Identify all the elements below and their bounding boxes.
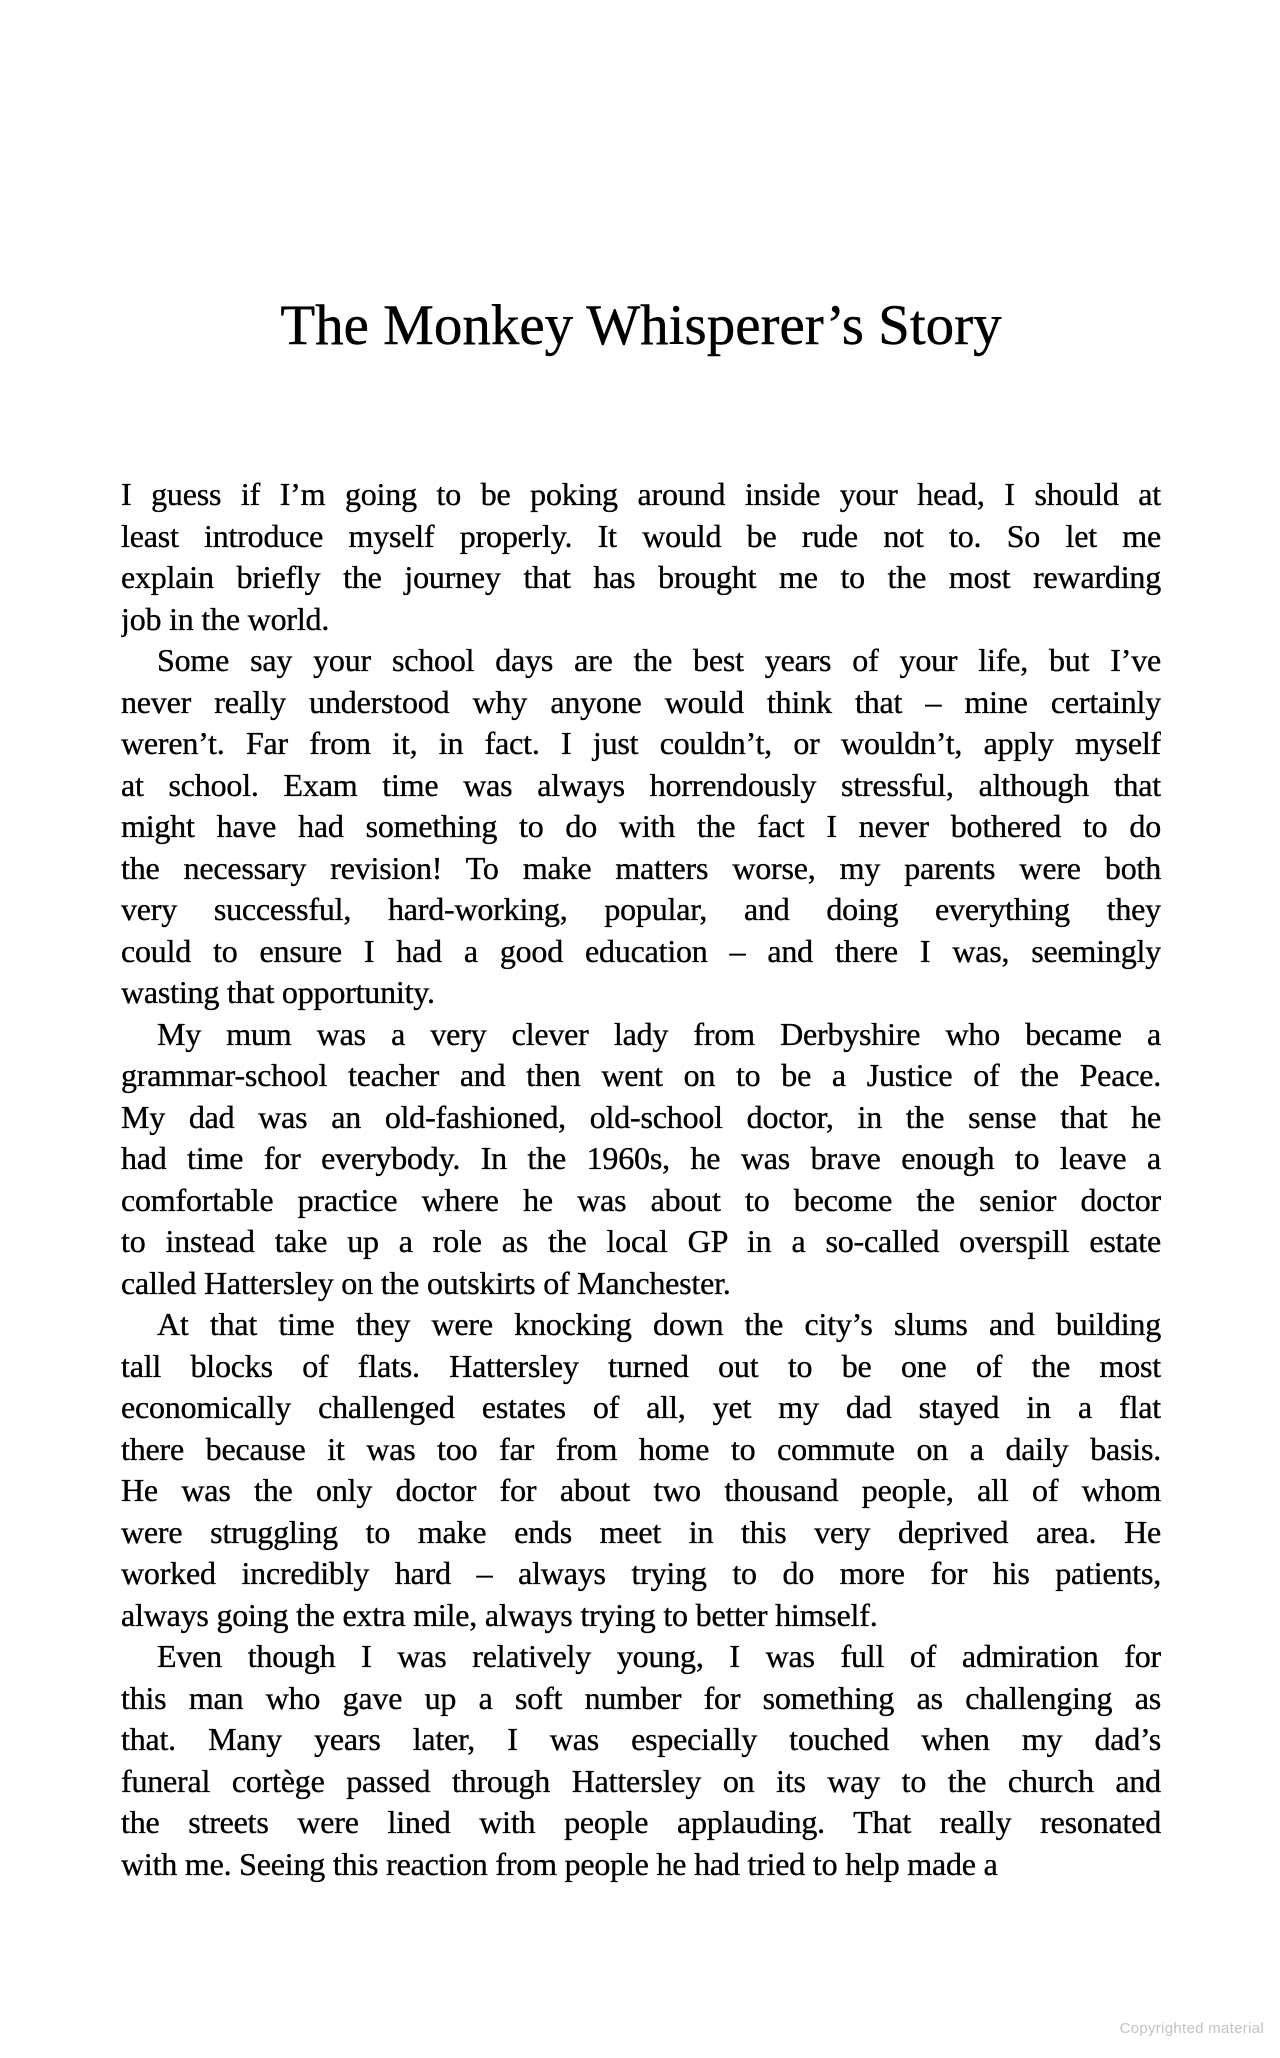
text-line: the streets were lined with people applauding. That really resonated — [121, 1804, 1161, 1840]
text-line: there because it was too far from home to commute on a daily basis. — [121, 1430, 1161, 1467]
text-line: tall blocks of flats. Hattersley turned out to be one of the most — [121, 1347, 1161, 1384]
text-line: always going the extra mile, always trying to better himself. — [121, 1596, 878, 1633]
text-line: weren’t. Far from it, in fact. I just couldn’t, or wouldn’t, apply myself — [121, 725, 1161, 761]
text-line: Some say your school days are the best years of your life, but I’ve — [157, 642, 1161, 678]
text-line: At that time they were knocking down the city’s slums and building — [157, 1306, 1161, 1342]
text-line: job in the world. — [121, 600, 330, 637]
text-line: with me. Seeing this reaction from people he had tried to help made a — [121, 1845, 998, 1882]
text-line: grammar-school teacher and then went on to be a Justice of the Peace. — [121, 1057, 1161, 1093]
text-line: the necessary revision! To make matters worse, my parents were both — [121, 849, 1161, 886]
text-line: economically challenged estates of all, yet my dad stayed in a flat — [121, 1389, 1161, 1425]
paragraph — [121, 640, 1161, 1014]
text-line: least introduce myself properly. It would be rude not to. So let me — [121, 517, 1161, 554]
text-line: very successful, hard-working, popular, and doing everything they — [121, 891, 1161, 927]
text-line: My dad was an old-fashioned, old-school doctor, in the sense that he — [121, 1098, 1161, 1135]
chapter-title: The Monkey Whisperer’s Story — [280, 294, 1002, 357]
text-line: were struggling to make ends meet in this very deprived area. He — [121, 1513, 1161, 1550]
text-line: Even though I was relatively young, I was full of admiration for — [157, 1638, 1161, 1674]
text-line: worked incredibly hard – always trying to do more for his patients, — [121, 1555, 1161, 1591]
text-line: funeral cortège passed through Hattersley on its way to the church and — [121, 1762, 1161, 1799]
text-line: My mum was a very clever lady from Derbyshire who became a — [157, 1015, 1161, 1052]
text-line: that. Many years later, I was especially touched when my dad’s — [121, 1721, 1161, 1757]
text-line: this man who gave up a soft number for something as challenging as — [121, 1679, 1161, 1716]
text-line: comfortable practice where he was about to become the senior doctor — [121, 1181, 1161, 1218]
text-line: explain briefly the journey that has brought me to the most rewarding — [121, 559, 1161, 595]
copyright-watermark: Copyrighted material — [1119, 2020, 1264, 2037]
text-line: He was the only doctor for about two thousand people, all of whom — [121, 1472, 1161, 1508]
text-line: never really understood why anyone would think that – mine certainly — [121, 683, 1161, 720]
paragraph — [121, 1636, 1161, 1885]
text-line: at school. Exam time was always horrendously stressful, although that — [121, 766, 1161, 803]
paragraph — [121, 1304, 1161, 1636]
paragraph — [121, 474, 1161, 640]
text-line: had time for everybody. In the 1960s, he was brave enough to leave a — [121, 1140, 1161, 1176]
text-line: might have had something to do with the fact I never bothered to do — [121, 808, 1161, 844]
page-text — [121, 474, 1161, 1885]
text-line: to instead take up a role as the local GP in a so-called overspill estate — [121, 1223, 1161, 1259]
text-line: wasting that opportunity. — [121, 974, 435, 1010]
text-line: I guess if I’m going to be poking around inside your head, I should at — [121, 476, 1161, 512]
paragraph — [121, 1014, 1161, 1305]
text-line: called Hattersley on the outskirts of Manchester. — [121, 1264, 731, 1301]
text-line: could to ensure I had a good education – and there I was, seemingly — [121, 932, 1161, 969]
